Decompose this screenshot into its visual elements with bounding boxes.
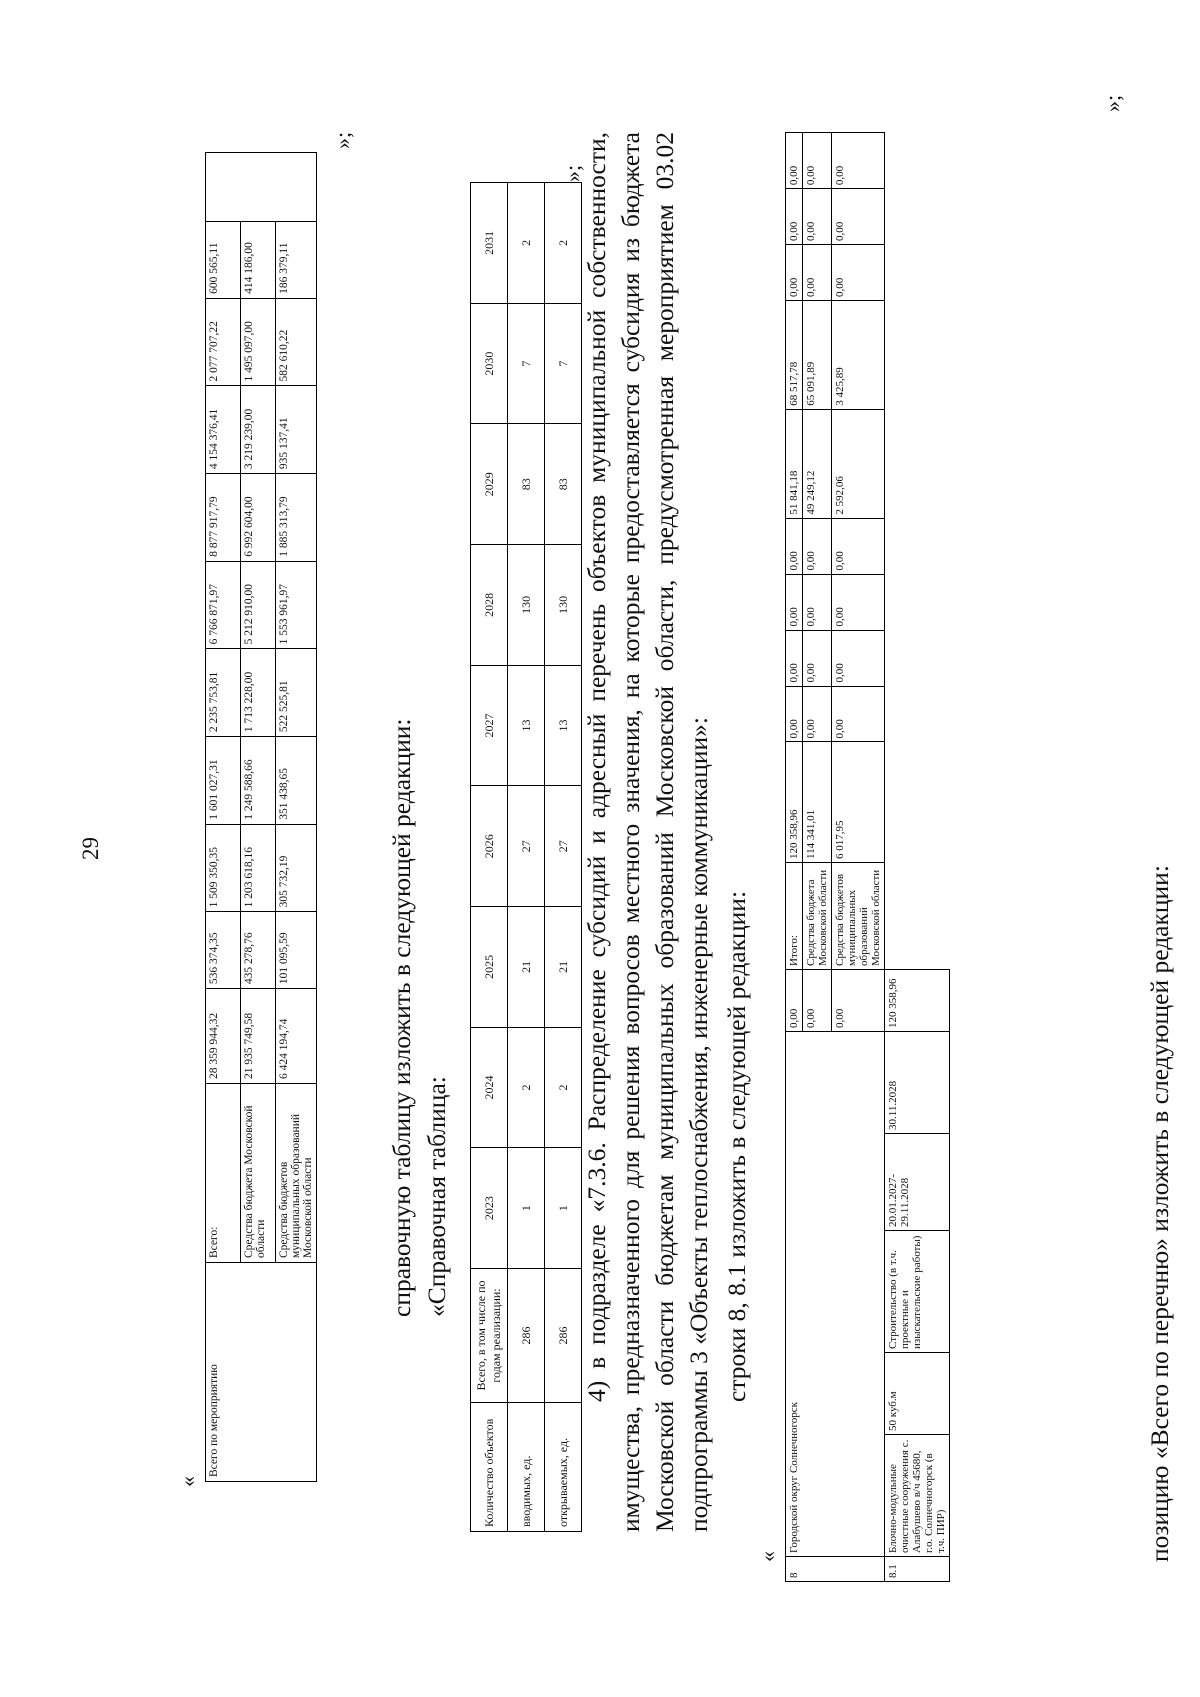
table-row (786, 133, 803, 1582)
table-row (206, 153, 241, 1482)
header-cell: 2029 (471, 424, 508, 545)
cell: 1 (508, 1148, 545, 1269)
cell: 2 (508, 183, 545, 304)
value-cell: 0,00 (803, 133, 832, 189)
value-cell: 0,00 (832, 630, 885, 686)
value-cell: 2 592,06 (832, 409, 885, 518)
header-cell: Количество объектов (471, 1403, 508, 1532)
cell: 83 (508, 424, 545, 545)
cell: 2 (508, 1027, 545, 1148)
value-cell: 0,00 (803, 970, 832, 1032)
header-cell: 2027 (471, 665, 508, 786)
cell: 27 (545, 786, 582, 907)
cell: 286 (508, 1269, 545, 1403)
cell: 1 (545, 1148, 582, 1269)
period-cell: 20.01.2027-29.11.2028 (885, 1134, 950, 1231)
cell: 21 (545, 907, 582, 1028)
quote-close: »; (330, 131, 355, 149)
cell: 83 (545, 424, 582, 545)
open-date-cell: 30.11.2028 (885, 1032, 950, 1134)
cell: 2 (545, 183, 582, 304)
value-cell: 582 610,22 (276, 298, 317, 386)
paragraph: справочную таблицу изложить в следующей редакции: (387, 718, 416, 1317)
cell: 21 (508, 907, 545, 1028)
value-cell: 6 017,95 (832, 742, 885, 863)
value-cell: 0,00 (832, 686, 885, 742)
value-cell: 8 877 917,79 (206, 474, 241, 562)
value-cell: 0,00 (832, 970, 885, 1032)
value-cell: 935 137,41 (276, 386, 317, 474)
value-cell: 0,00 (832, 189, 885, 245)
value-cell: 0,00 (832, 133, 885, 189)
object-name: Блочно-модульные очистные сооружения с. Алабушево в/ч 45680, г.о. Солнечногорск (в т.ч. ПИР) (885, 1435, 950, 1557)
value-cell: 0,00 (803, 189, 832, 245)
value-cell: 0,00 (786, 245, 803, 301)
capacity-cell: 50 куб.м (885, 1353, 950, 1435)
value-cell: 0,00 (803, 245, 832, 301)
value-cell: 0,00 (786, 189, 803, 245)
value-cell: 2 077 707,22 (206, 298, 241, 386)
cell: 27 (508, 786, 545, 907)
row-number: 8.1 (885, 1557, 950, 1582)
table-header-row (471, 183, 508, 1532)
paragraph: «Справочная таблица: (422, 1076, 451, 1317)
source-cell: Итого: (786, 863, 803, 970)
paragraph: 4) в подразделе «7.3.6. Распределение субсидий и адресный перечень объектов муниципальной собственности, имущества, предназначенного для решения вопросов местного значения, на которые предоставляется субсидия из бюджета Московской области бюджетам муниципальных образований Московской области, предусмотренная мероприятием 03.02 подпрограммы 3 «Объекты теплоснабжения, инженерные коммуникации»: (582, 132, 713, 1532)
reference-table (470, 182, 582, 1532)
value-cell: 65 091,89 (803, 301, 832, 410)
value-cell: 0,00 (803, 686, 832, 742)
objects-table (785, 132, 950, 1582)
cell: 13 (545, 665, 582, 786)
source-cell: Всего: (206, 1084, 241, 1263)
value-cell: 1 203 618,16 (241, 824, 276, 912)
source-cell: Средства бюджета Московской области (241, 1084, 276, 1263)
value-cell: 0,00 (786, 133, 803, 189)
page-number: 29 (78, 837, 103, 860)
header-cell: 2031 (471, 183, 508, 304)
cell: 13 (508, 665, 545, 786)
value-cell: 51 841,18 (786, 409, 803, 518)
source-cell: Средства бюджетов муниципальных образований Московской области (832, 863, 885, 970)
table-row (508, 183, 545, 1532)
value-cell: 1 553 961,97 (276, 561, 317, 649)
district-title: Городской округ Солнечногорск (786, 1032, 885, 1557)
paragraph: позицию «Всего по перечню» изложить в следующей редакции: (1145, 865, 1174, 1562)
header-cell: 2025 (471, 907, 508, 1028)
value-cell: 49 249,12 (803, 409, 832, 518)
cell: 286 (545, 1269, 582, 1403)
value-cell: 6 766 871,97 (206, 561, 241, 649)
value-cell: 1 885 313,79 (276, 474, 317, 562)
value-cell: 1 509 350,35 (206, 824, 241, 912)
value-cell: 6 992 604,00 (241, 474, 276, 562)
value-cell: 1 495 097,00 (241, 298, 276, 386)
header-cell: 2026 (471, 786, 508, 907)
value-cell: 4 154 376,41 (206, 386, 241, 474)
cell: 7 (545, 303, 582, 424)
value-cell: 0,00 (832, 245, 885, 301)
row-number: 8 (786, 1557, 885, 1582)
value-cell: 600 565,11 (206, 222, 241, 299)
cell: 130 (545, 545, 582, 666)
value-cell: 0,00 (832, 518, 885, 574)
header-cell: 2024 (471, 1027, 508, 1148)
cost-cell: 120 358,96 (885, 970, 950, 1032)
source-cell: Средства бюджета Московской области (803, 863, 832, 970)
source-cell: Средства бюджетов муниципальных образований Московской области (276, 1084, 317, 1263)
value-cell: 101 095,59 (276, 912, 317, 989)
value-cell: 6 424 194,74 (276, 989, 317, 1084)
value-cell: 21 935 749,58 (241, 989, 276, 1084)
value-cell: 1 601 027,31 (206, 737, 241, 825)
value-cell: 1 713 228,00 (241, 649, 276, 737)
value-cell: 68 517,78 (786, 301, 803, 410)
value-cell: 536 374,35 (206, 912, 241, 989)
header-cell: 2023 (471, 1148, 508, 1269)
row-label: Всего по мероприятию (206, 1263, 317, 1482)
work-type-cell: Строительство (в т.ч. проектные и изыскательские работы) (885, 1231, 950, 1353)
value-cell: 0,00 (786, 970, 803, 1032)
quote-close: »; (560, 164, 585, 182)
value-cell: 0,00 (803, 574, 832, 630)
quote-open: « (175, 1476, 200, 1487)
cell: вводимых, ед. (508, 1403, 545, 1532)
header-cell: 2030 (471, 303, 508, 424)
header-cell: Всего, в том числе по годам реализации: (471, 1269, 508, 1403)
value-cell: 2 235 753,81 (206, 649, 241, 737)
value-cell: 1 249 588,66 (241, 737, 276, 825)
value-cell: 3 219 239,00 (241, 386, 276, 474)
paragraph: строки 8, 8.1 изложить в следующей редакции: (722, 890, 751, 1402)
header-cell: 2028 (471, 545, 508, 666)
quote-open: « (755, 1551, 780, 1562)
value-cell: 0,00 (786, 686, 803, 742)
cell: 130 (508, 545, 545, 666)
value-cell: 522 525,81 (276, 649, 317, 737)
value-cell: 435 278,76 (241, 912, 276, 989)
value-cell: 28 359 944,32 (206, 989, 241, 1084)
value-cell: 186 379,11 (276, 222, 317, 299)
cell: открываемых, ед. (545, 1403, 582, 1532)
cell: 7 (508, 303, 545, 424)
value-cell: 0,00 (803, 630, 832, 686)
value-cell: 3 425,89 (832, 301, 885, 410)
value-cell (206, 153, 317, 222)
value-cell: 114 341,01 (803, 742, 832, 863)
value-cell: 305 732,19 (276, 824, 317, 912)
table-row (885, 133, 950, 1582)
quote-close: »; (1100, 94, 1125, 112)
value-cell: 0,00 (786, 518, 803, 574)
value-cell: 351 438,65 (276, 737, 317, 825)
cell: 2 (545, 1027, 582, 1148)
value-cell: 414 186,00 (241, 222, 276, 299)
value-cell: 120 358,96 (786, 742, 803, 863)
value-cell: 0,00 (786, 630, 803, 686)
value-cell: 0,00 (832, 574, 885, 630)
funding-table-total (205, 152, 317, 1482)
value-cell: 0,00 (786, 574, 803, 630)
table-row (545, 183, 582, 1532)
value-cell: 0,00 (803, 518, 832, 574)
value-cell: 5 212 910,00 (241, 561, 276, 649)
